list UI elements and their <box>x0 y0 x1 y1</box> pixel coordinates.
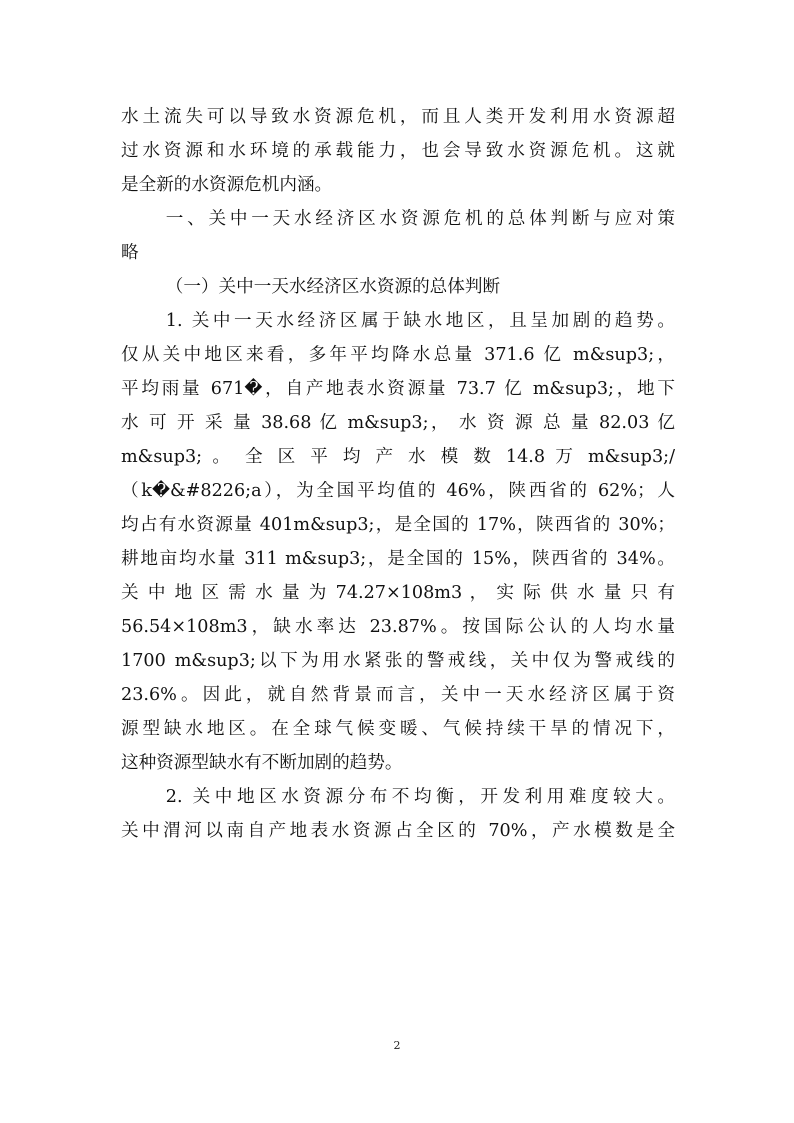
body-text <box>121 100 675 848</box>
text-line: 2. 关中地区水资源分布不均衡，开发利用难度较大。 <box>165 787 675 807</box>
text-line: 源型缺水地区。在全球气候变暖、气候持续干旱的情况下， <box>121 719 675 739</box>
text-line: 关 中 地 区 需 水 量 为 74.27×108m3 ， 实 际 供 水 量 只 有 <box>121 583 675 603</box>
text-line: m&sup3; 。 全 区 平 均 产 水 模 数 14.8 万 m&sup3;/ <box>121 447 675 467</box>
subsection-heading: （一）关中一天水经济区水资源的总体判断 <box>165 277 501 297</box>
text-line: 56.54×108m3，缺水率达 23.87%。按国际公认的人均水量 <box>121 617 675 637</box>
text-line: 耕地亩均水量 311 m&sup3;，是全国的 15%，陕西省的 34%。 <box>121 549 675 569</box>
text-line: 水 可 开 采 量 38.68 亿 m&sup3;， 水 资 源 总 量 82.03 亿 <box>121 413 675 433</box>
text-line: 仅从关中地区来看，多年平均降水总量 371.6 亿 m&sup3;， <box>121 345 675 365</box>
text-line: 是全新的水资源危机内涵。 <box>121 175 333 195</box>
text-line: 关中渭河以南自产地表水资源占全区的 70%，产水模数是全 <box>121 821 675 841</box>
text-line: 水土流失可以导致水资源危机，而且人类开发利用水资源超 <box>121 107 675 127</box>
text-line: 这种资源型缺水有不断加剧的趋势。 <box>121 753 403 773</box>
text-line: 过水资源和水环境的承载能力，也会导致水资源危机。这就 <box>121 141 675 161</box>
text-line: 均占有水资源量 401m&sup3;，是全国的 17%，陕西省的 30%； <box>121 515 675 535</box>
section-heading-continuation: 略 <box>121 243 139 263</box>
text-line: （k�&#8226;a），为全国平均值的 46%，陕西省的 62%；人 <box>121 481 675 501</box>
text-line: 1. 关中一天水经济区属于缺水地区，且呈加剧的趋势。 <box>165 311 675 331</box>
page-number: 2 <box>393 1039 401 1052</box>
text-line: 23.6%。因此，就自然背景而言，关中一天水经济区属于资 <box>121 685 675 705</box>
section-heading: 一、关中一天水经济区水资源危机的总体判断与应对策 <box>165 209 675 229</box>
text-line: 平均雨量 671�，自产地表水资源量 73.7 亿 m&sup3;，地下 <box>121 379 675 399</box>
text-line: 1700 m&sup3;以下为用水紧张的警戒线，关中仅为警戒线的 <box>121 651 675 671</box>
